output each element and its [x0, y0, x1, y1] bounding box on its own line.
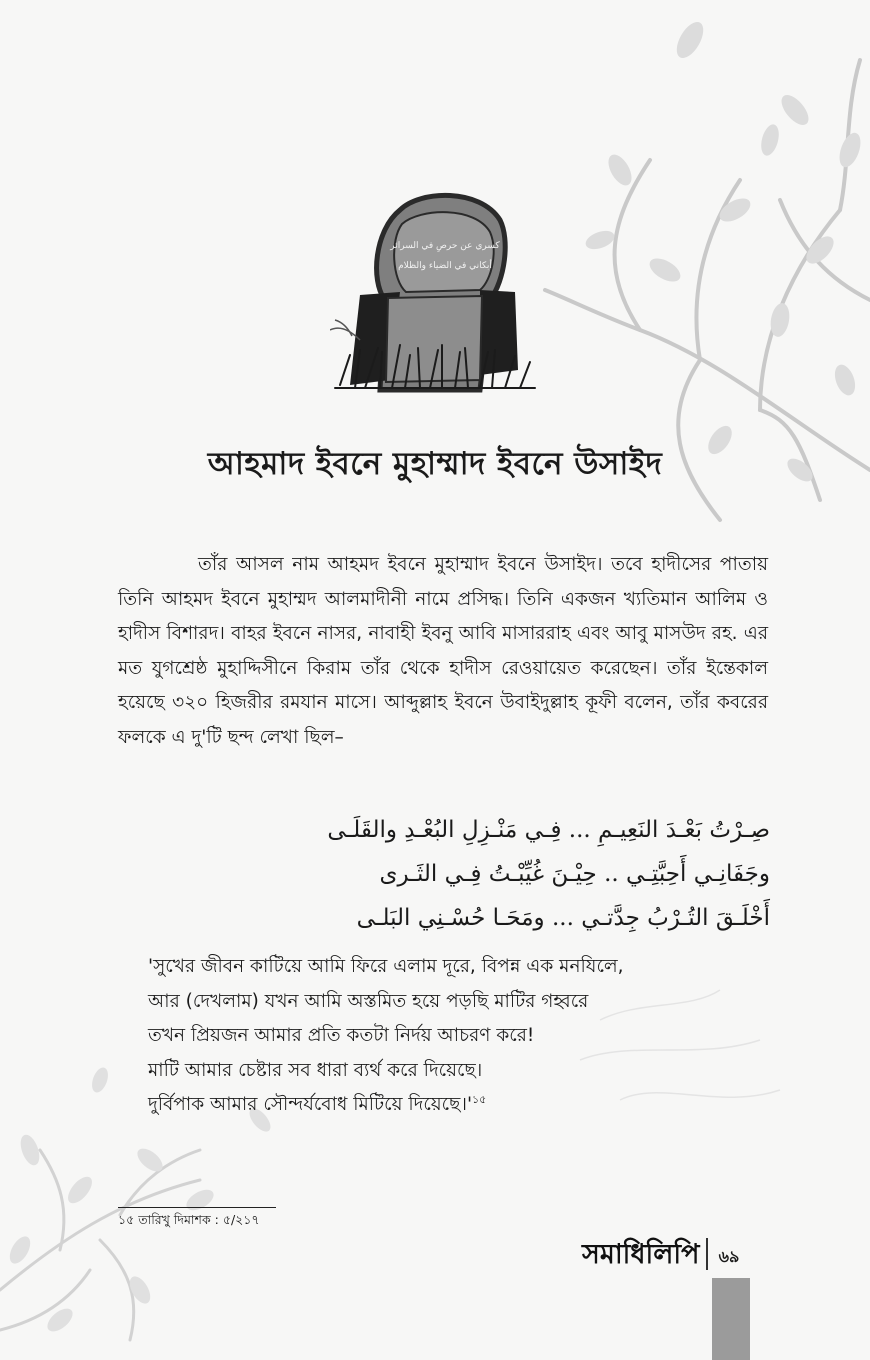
paragraph-text: তাঁর আসল নাম আহমদ ইবনে মুহাম্মাদ ইবনে উসাইদ। তবে হাদীসের পাতায় তিনি আহমদ ইবনে মুহাম্মদ আলমাদীনী নামে প্রসিদ্ধ। তিনি একজন খ্যতিমান আলিম ও হাদীস বিশারদ। বাহর ইবনে নাসর, নাবাহী ইবনু আবি মাসাররাহ এবং আবু মাসউদ রহ. এর মত যুগশ্রেষ্ঠ মুহাদ্দিসীনে কিরাম তাঁর থেকে হাদীস রেওয়ায়েত করেছেন। তাঁর ইন্তেকাল হয়েছে ৩২০ হিজরীর রমযান মাসে। আব্দুল্লাহ ইবনে উবাইদুল্লাহ কূফী বলেন, তাঁর কবরের ফলকে এ দু'টি ছন্দ লেখা ছিল– — [118, 554, 768, 748]
translation-line: আর (দেখলাম) যখন আমি অস্তমিত হয়ে পড়ছি মাটির গহ্বরে — [148, 990, 589, 1012]
poem-line: أَخْلَـقَ التُـرْبُ جِدَّتـي ... ومَحَـا حُسْـنِي البَلـى — [356, 905, 770, 931]
poem-line: صِـرْتُ بَعْـدَ النَعِيـمِ ... فِـي مَنْـزِلِ البُعْـدِ والقَلَـى — [327, 817, 770, 843]
footnote: ১৫ তারিখু দিমাশক : ৫/২১৭ — [118, 1212, 260, 1227]
page-tab — [712, 1278, 750, 1360]
page-divider — [706, 1238, 708, 1270]
tombstone-face — [394, 212, 494, 292]
translation-line: দুর্বিপাক আমার সৌন্দর্যবোধ মিটিয়ে দিয়েছে।' — [148, 1094, 473, 1115]
translation-last-line — [148, 1088, 738, 1123]
body-paragraph — [118, 548, 768, 755]
page-title: আহমাদ ইবনে মুহাম্মাদ ইবনে উসাইদ — [207, 446, 663, 482]
arabic-poem — [230, 808, 770, 940]
page-number: ৬৯ — [718, 1247, 740, 1266]
translation-line: তখন প্রিয়জন আমার প্রতি কতটা নির্দয় আচরণ করে! — [148, 1025, 535, 1046]
footnote-divider — [118, 1207, 276, 1208]
tombstone-inscription-1: كسري عن حرصِ في السرائر — [390, 241, 500, 251]
tombstone-illustration — [330, 180, 540, 395]
poem-line: وجَفَانِـي أَحِبَّتِـي .. حِيْـنَ غُيِّبْـتُ فِـي الثَـرى — [379, 861, 770, 887]
footnote-marker[interactable]: ১৫ — [472, 1093, 487, 1106]
translation-line: মাটি আমার চেষ্টার সব ধারা ব্যর্থ করে দিয়েছে। — [148, 1059, 483, 1081]
book-title: সমাধিলিপি — [582, 1239, 700, 1270]
translation-line: 'সুখের জীবন কাটিয়ে আমি ফিরে এলাম দূরে, বিপন্ন এক মনযিলে, — [148, 956, 624, 977]
tombstone-inscription-2: أبكاني في الضياء والظلام — [398, 261, 492, 271]
poem-translation — [148, 950, 738, 1123]
